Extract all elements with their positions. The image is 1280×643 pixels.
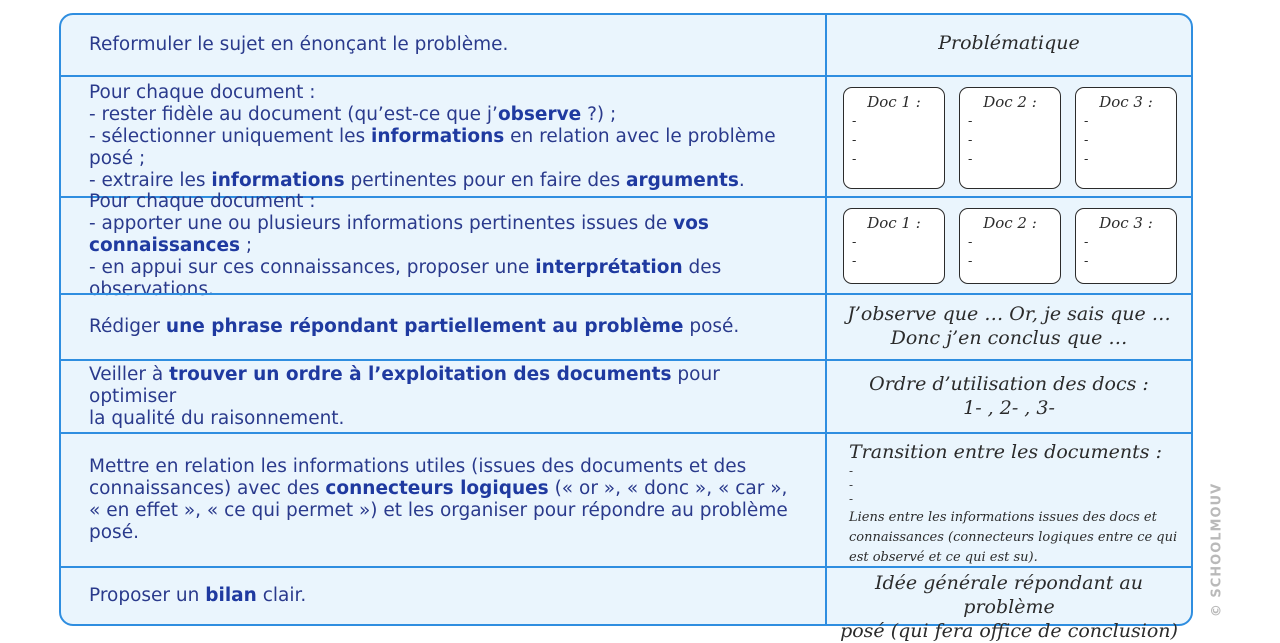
- instruction-line: [89, 364, 797, 408]
- instruction-cell: [61, 295, 825, 359]
- dash-line: -: [1084, 114, 1089, 129]
- problematique-label: Problématique: [938, 32, 1080, 54]
- text-segment: Proposer un: [89, 585, 206, 606]
- transition-block: [849, 440, 1179, 568]
- keyword: trouver un ordre à l’exploitation des documents: [169, 363, 672, 385]
- table-row: [61, 566, 1191, 642]
- doc-title: Doc 1 :: [867, 93, 921, 111]
- instruction-line: Pour chaque document :: [89, 190, 316, 212]
- example-cell: [825, 361, 1191, 432]
- instruction-line: [89, 316, 797, 338]
- doc-title: Doc 1 :: [867, 214, 921, 232]
- keyword: arguments: [626, 169, 739, 191]
- text-segment: Rédiger: [89, 316, 166, 337]
- instruction-line: [89, 104, 797, 126]
- text-segment: - apporter une ou plusieurs informations pertinentes issues de: [89, 212, 674, 234]
- instruction-cell: [61, 77, 825, 196]
- text-segment: clair.: [256, 585, 307, 606]
- doc-box: [1075, 208, 1177, 284]
- instruction-cell: [61, 15, 825, 75]
- text-segment: - extraire les: [89, 169, 212, 191]
- dash-line: -: [1084, 152, 1089, 167]
- doc-title: Doc 2 :: [983, 214, 1037, 232]
- dash-line: -: [849, 478, 854, 492]
- table-row: [61, 75, 1191, 196]
- example-cell: [825, 15, 1191, 75]
- instruction-line: [89, 213, 797, 257]
- dash-line: -: [852, 152, 857, 167]
- instruction-line: Pour chaque document :: [89, 81, 316, 103]
- keyword: observe: [497, 103, 582, 125]
- table-row: [61, 432, 1191, 566]
- doc-box: [843, 208, 945, 284]
- doc-box: [959, 87, 1061, 189]
- doc-box: [843, 87, 945, 189]
- text-segment: posé.: [683, 316, 740, 337]
- copyright-text: © SCHOOLMOUV: [1209, 482, 1225, 618]
- example-line: Ordre d’utilisation des docs :: [869, 372, 1149, 395]
- example-line: Donc j’en conclus que …: [890, 327, 1128, 349]
- instruction-line: Mettre en relation les informations utiles (issues des documents et des: [89, 456, 747, 477]
- example-text: [827, 372, 1191, 420]
- instruction-cell: [61, 568, 825, 624]
- example-cell: [825, 295, 1191, 359]
- instruction-line: Reformuler le sujet en énonçant le problème.: [89, 34, 509, 55]
- keyword: vos connaissances: [89, 212, 709, 256]
- text-segment: des observations.: [89, 256, 722, 300]
- method-table: [59, 13, 1193, 642]
- example-line: posé (qui fera office de conclusion): [840, 620, 1178, 642]
- dash-line: -: [968, 254, 973, 269]
- keyword: connecteurs logiques: [325, 478, 549, 499]
- instruction-line: [89, 170, 797, 192]
- keyword: bilan: [205, 585, 257, 606]
- transition-note: Liens entre les informations issues des docs et connaissances (connecteurs logiques entre ce qui est observé et ce qui est su).: [849, 510, 1178, 565]
- table-row: [61, 359, 1191, 432]
- instruction-cell: [61, 434, 825, 566]
- dash-line: -: [968, 133, 973, 148]
- text-segment: .: [738, 169, 745, 191]
- dash-line: -: [852, 235, 857, 250]
- example-line: 1- , 2- , 3-: [963, 396, 1055, 419]
- example-line: J’observe que … Or, je sais que …: [847, 303, 1171, 325]
- transition-title: Transition entre les documents :: [849, 441, 1162, 463]
- example-cell: [825, 77, 1191, 196]
- text-segment: Veiller à: [89, 363, 170, 385]
- copyright-mark: [1203, 470, 1231, 630]
- example-cell: [825, 198, 1191, 293]
- dash-line: -: [1084, 254, 1089, 269]
- example-text: [827, 571, 1191, 643]
- dash-line: -: [1084, 235, 1089, 250]
- dash-line: -: [968, 235, 973, 250]
- dash-line: -: [968, 152, 973, 167]
- doc-box: [1075, 87, 1177, 189]
- table-row: [61, 190, 1191, 300]
- doc-boxes: [843, 87, 1177, 189]
- doc-box: [959, 208, 1061, 284]
- text-segment: connaissances) avec des: [89, 478, 326, 499]
- text-segment: ;: [240, 234, 253, 256]
- dash-line: -: [852, 254, 857, 269]
- text-segment: (« or », « donc », « car »,: [548, 478, 788, 499]
- keyword: interprétation: [535, 256, 683, 278]
- text-segment: pour optimiser: [89, 363, 720, 407]
- text-segment: - rester fidèle au document (qu’est-ce que j’: [89, 103, 498, 125]
- instruction-cell: [61, 361, 825, 432]
- example-cell: [825, 434, 1191, 566]
- keyword: une phrase répondant partiellement au problème: [165, 316, 684, 337]
- dash-line: -: [852, 114, 857, 129]
- instruction-line: [89, 585, 797, 607]
- doc-title: Doc 3 :: [1099, 93, 1153, 111]
- text-segment: en relation avec le problème posé ;: [89, 125, 776, 169]
- text-segment: - sélectionner uniquement les: [89, 125, 372, 147]
- text-segment: ?) ;: [581, 103, 617, 125]
- keyword: informations: [371, 125, 505, 147]
- text-segment: pertinentes pour en faire des: [344, 169, 626, 191]
- instruction-line: « en effet », « ce qui permet ») et les organiser pour répondre au problème posé.: [89, 500, 788, 543]
- instruction-line: [89, 478, 797, 500]
- dash-line: -: [1084, 133, 1089, 148]
- example-cell: [825, 568, 1191, 642]
- dash-line: -: [849, 464, 854, 478]
- table-row: [61, 15, 1191, 75]
- dash-line: -: [852, 133, 857, 148]
- example-text: [827, 302, 1191, 350]
- doc-title: Doc 3 :: [1099, 214, 1153, 232]
- example-line: Idée générale répondant au problème: [875, 572, 1143, 618]
- instruction-line: la qualité du raisonnement.: [89, 407, 345, 429]
- table-row: [61, 293, 1191, 359]
- instruction-line: [89, 126, 797, 170]
- dash-line: -: [849, 492, 854, 506]
- doc-boxes: [843, 208, 1177, 284]
- keyword: informations: [211, 169, 345, 191]
- instruction-cell: [61, 190, 825, 300]
- dash-line: -: [968, 114, 973, 129]
- text-segment: - en appui sur ces connaissances, proposer une: [89, 256, 536, 278]
- doc-title: Doc 2 :: [983, 93, 1037, 111]
